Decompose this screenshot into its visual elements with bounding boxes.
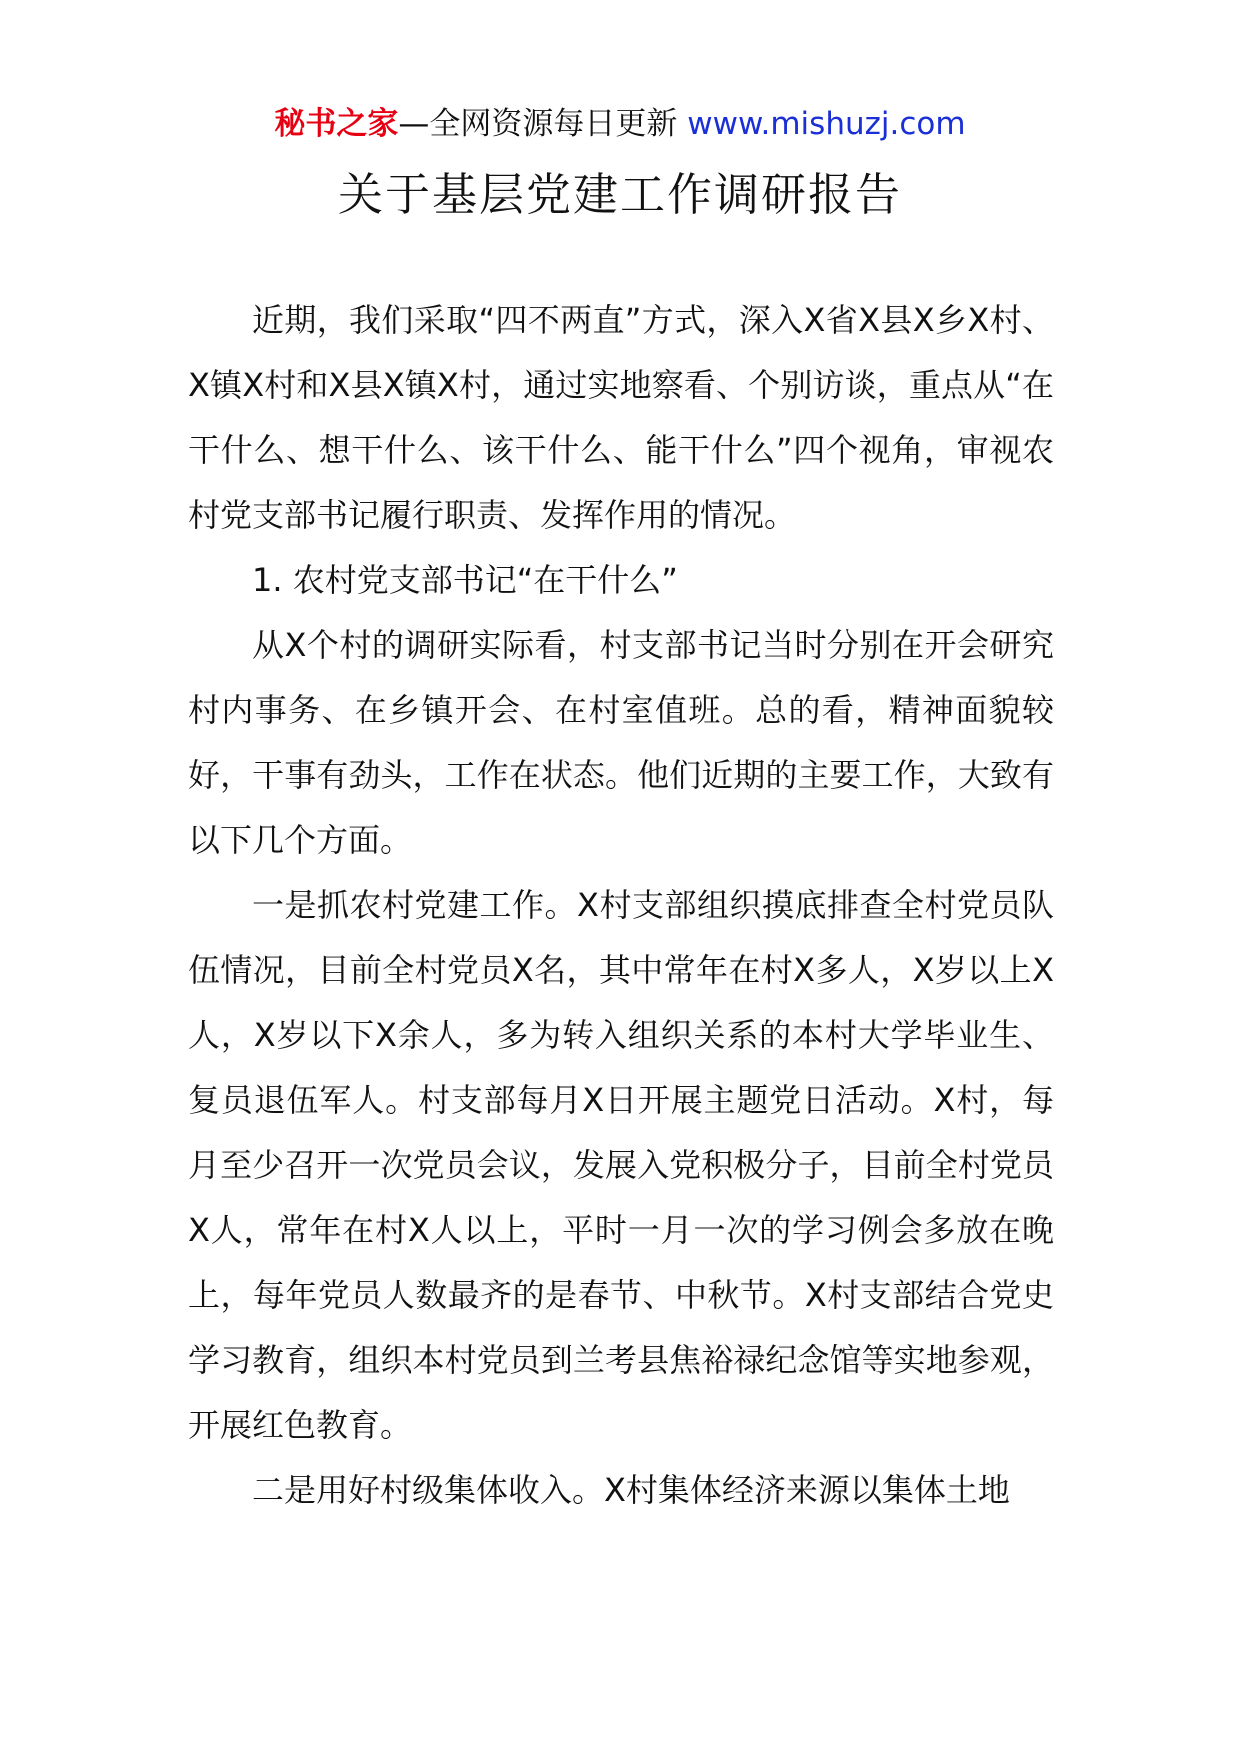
document-title: 关于基层党建工作调研报告 [337,168,902,221]
site-url[interactable]: www.mishuzj.com [687,106,966,142]
brand-name: 秘书之家 [274,106,399,142]
paragraph-overview: 从X个村的调研实际看，村支部书记当时分别在开会研究村内事务、在乡镇开会、在村室值班。总的看，精神面貌较好，干事有劲头，工作在状态。他们近期的主要工作，大致有以下几个方面。 [188,626,1054,859]
section-heading-1: 1. 农村党支部书记“在干什么” [252,561,678,599]
paragraph-collective-income: 二是用好村级集体收入。X村集体经济来源以集体土地 [252,1471,1010,1509]
paragraph-intro: 近期，我们采取“四不两直”方式，深入X省X县X乡X村、X镇X村和X县X镇X村，通过实地察看、个别访谈，重点从“在干什么、想干什么、该干什么、能干什么”四个视角，审视农村党支部书记履行职责、发挥作用的情况。 [188,301,1054,534]
header-tagline: —全网资源每日更新 [398,106,688,142]
document-body [188,288,1054,1523]
site-header [0,100,1240,148]
paragraph-party-building: 一是抓农村党建工作。X村支部组织摸底排查全村党员队伍情况，目前全村党员X名，其中常年在村X多人，X岁以上X人，X岁以下X余人，多为转入组织关系的本村大学毕业生、复员退伍军人。村支部每月X日开展主题党日活动。X村，每月至少召开一次党员会议，发展入党积极分子，目前全村党员X人，常年在村X人以上，平时一月一次的学习例会多放在晚上，每年党员人数最齐的是春节、中秋节。X村支部结合党史学习教育，组织本村党员到兰考县焦裕禄纪念馆等实地参观，开展红色教育。 [188,886,1054,1444]
